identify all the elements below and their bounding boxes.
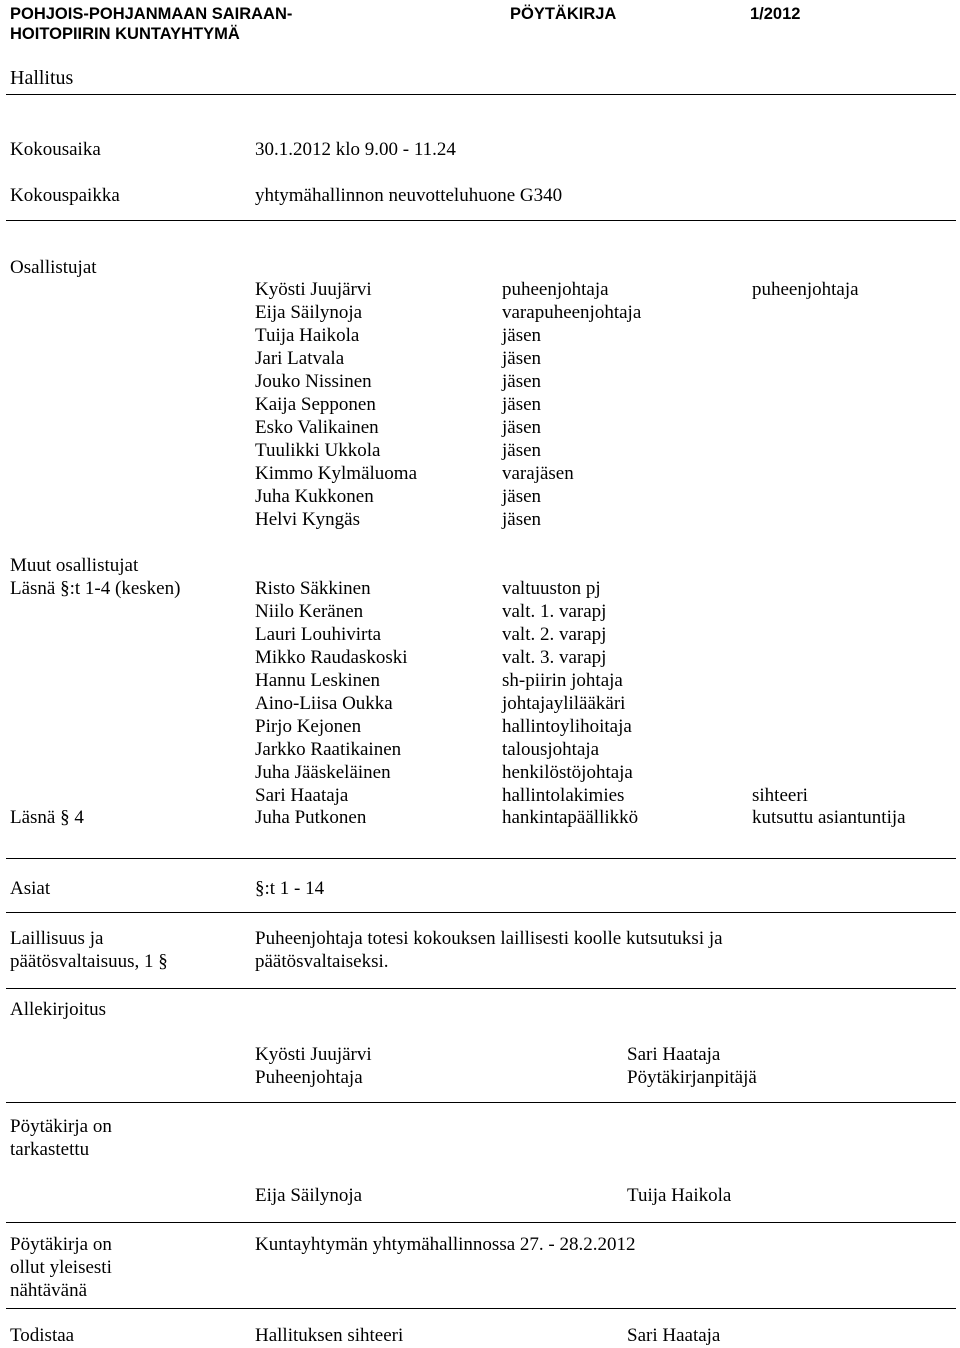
person-name: Kimmo Kylmäluoma	[255, 463, 418, 484]
person-name: Kyösti Juujärvi	[255, 279, 372, 300]
person-role: jäsen	[502, 509, 542, 530]
person-name: Jari Latvala	[255, 348, 345, 369]
person-role: valt. 2. varapj	[502, 624, 607, 645]
list-item	[10, 715, 950, 738]
list-item	[10, 347, 950, 370]
person-role: jäsen	[502, 417, 542, 438]
list-item	[10, 278, 950, 301]
secretary-title: Pöytäkirjanpitäjä	[627, 1067, 757, 1088]
person-role: hankintapäällikkö	[502, 807, 639, 828]
chair-name: Kyösti Juujärvi	[255, 1044, 372, 1065]
list-item	[10, 393, 950, 416]
person-role: sh-piirin johtaja	[502, 670, 623, 691]
document-type: PÖYTÄKIRJA	[510, 5, 617, 23]
signatures-label: Allekirjoitus	[10, 999, 107, 1020]
person-name: Tuija Haikola	[255, 325, 360, 346]
document-number: 1/2012	[750, 5, 801, 23]
legality-text: Puheenjohtaja totesi kokouksen laillisesti koolle kutsutuksi ja päätösvaltaiseksi.	[255, 928, 723, 972]
list-item	[10, 301, 950, 324]
list-item	[10, 416, 950, 439]
person-role: jäsen	[502, 371, 542, 392]
public-divider	[6, 1308, 956, 1309]
person-name: Niilo Keränen	[255, 601, 364, 622]
list-item	[10, 738, 950, 761]
list-item	[10, 761, 950, 784]
person-name: Juha Kukkonen	[255, 486, 374, 507]
matters-value: §:t 1 - 14	[255, 878, 325, 899]
person-name: Tuulikki Ukkola	[255, 440, 381, 461]
person-name: Helvi Kyngäs	[255, 509, 361, 530]
person-name: Aino-Liisa Oukka	[255, 693, 393, 714]
list-item	[10, 646, 950, 669]
secretary-name: Sari Haataja	[627, 1044, 721, 1065]
person-role: talousjohtaja	[502, 739, 600, 760]
meeting-place-value: yhtymähallinnon neuvotteluhuone G340	[255, 185, 563, 206]
other-participants-label: Muut osallistujat	[10, 555, 139, 576]
person-role: hallintolakimies	[502, 785, 625, 806]
presence-label: Läsnä §:t 1-4 (kesken)	[10, 578, 181, 599]
person-role: jäsen	[502, 325, 542, 346]
person-name: Kaija Sepponen	[255, 394, 376, 415]
meeting-place-label: Kokouspaikka	[10, 185, 120, 206]
checked-label: Pöytäkirja on tarkastettu	[10, 1116, 112, 1160]
matters-label: Asiat	[10, 878, 51, 899]
extra-participant	[10, 806, 950, 829]
legality-label: Laillisuus ja päätösvaltaisuus, 1 §	[10, 928, 168, 972]
person-role: jäsen	[502, 440, 542, 461]
public-display-value: Kuntayhtymän yhtymähallinnossa 27. - 28.2.2012	[255, 1234, 636, 1255]
person-name: Eija Säilynoja	[255, 302, 363, 323]
certify-label: Todistaa	[10, 1325, 75, 1346]
person-note: sihteeri	[752, 785, 808, 806]
list-item	[10, 508, 950, 531]
list-item	[10, 324, 950, 347]
person-note: kutsuttu asiantuntija	[752, 807, 906, 828]
chair-title: Puheenjohtaja	[255, 1067, 363, 1088]
meeting-divider	[6, 220, 956, 221]
list-item	[10, 692, 950, 715]
extra-presence-label: Läsnä § 4	[10, 807, 84, 828]
person-name: Juha Putkonen	[255, 807, 367, 828]
certify-role: Hallituksen sihteeri	[255, 1325, 404, 1346]
header-divider	[6, 94, 956, 95]
certify-name: Sari Haataja	[627, 1325, 721, 1346]
meeting-time-label: Kokousaika	[10, 139, 101, 160]
person-name: Sari Haataja	[255, 785, 349, 806]
person-role: puheenjohtaja	[502, 279, 609, 300]
person-role: hallintoylihoitaja	[502, 716, 632, 737]
person-name: Lauri Louhivirta	[255, 624, 382, 645]
matters-divider	[6, 912, 956, 913]
person-role: jäsen	[502, 394, 542, 415]
person-name: Pirjo Kejonen	[255, 716, 362, 737]
participants-divider	[6, 858, 956, 859]
participants-label: Osallistujat	[10, 257, 97, 278]
checked-divider	[6, 1222, 956, 1223]
public-display-label: Pöytäkirja on ollut yleisesti nähtävänä	[10, 1234, 112, 1301]
person-name: Jouko Nissinen	[255, 371, 372, 392]
person-name: Mikko Raudaskoski	[255, 647, 408, 668]
person-role: jäsen	[502, 486, 542, 507]
checker-1-name: Eija Säilynoja	[255, 1185, 363, 1206]
person-name: Juha Jääskeläinen	[255, 762, 391, 783]
person-role: varajäsen	[502, 463, 574, 484]
person-note: puheenjohtaja	[752, 279, 859, 300]
checker-2-name: Tuija Haikola	[627, 1185, 732, 1206]
person-role: valtuuston pj	[502, 578, 601, 599]
list-item	[10, 462, 950, 485]
list-item	[10, 806, 950, 829]
list-item	[10, 784, 950, 807]
person-role: varapuheenjohtaja	[502, 302, 642, 323]
person-role: jäsen	[502, 348, 542, 369]
person-name: Jarkko Raatikainen	[255, 739, 402, 760]
list-item	[10, 577, 950, 600]
legality-divider	[6, 988, 956, 989]
person-name: Risto Säkkinen	[255, 578, 371, 599]
list-item	[10, 439, 950, 462]
meeting-time-value: 30.1.2012 klo 9.00 - 11.24	[255, 139, 456, 160]
person-role: henkilöstöjohtaja	[502, 762, 633, 783]
list-item	[10, 669, 950, 692]
list-item	[10, 370, 950, 393]
person-name: Hannu Leskinen	[255, 670, 381, 691]
other-participants-list	[10, 577, 950, 807]
list-item	[10, 600, 950, 623]
person-role: valt. 3. varapj	[502, 647, 607, 668]
list-item	[10, 623, 950, 646]
person-name: Esko Valikainen	[255, 417, 379, 438]
signatures-divider	[6, 1102, 956, 1103]
list-item	[10, 485, 950, 508]
governing-body: Hallitus	[10, 67, 74, 89]
participants-list	[10, 278, 950, 531]
person-role: johtajaylilääkäri	[502, 693, 626, 714]
organization-name: POHJOIS-POHJANMAAN SAIRAAN- HOITOPIIRIN KUNTAYHTYMÄ	[10, 5, 293, 43]
person-role: valt. 1. varapj	[502, 601, 607, 622]
